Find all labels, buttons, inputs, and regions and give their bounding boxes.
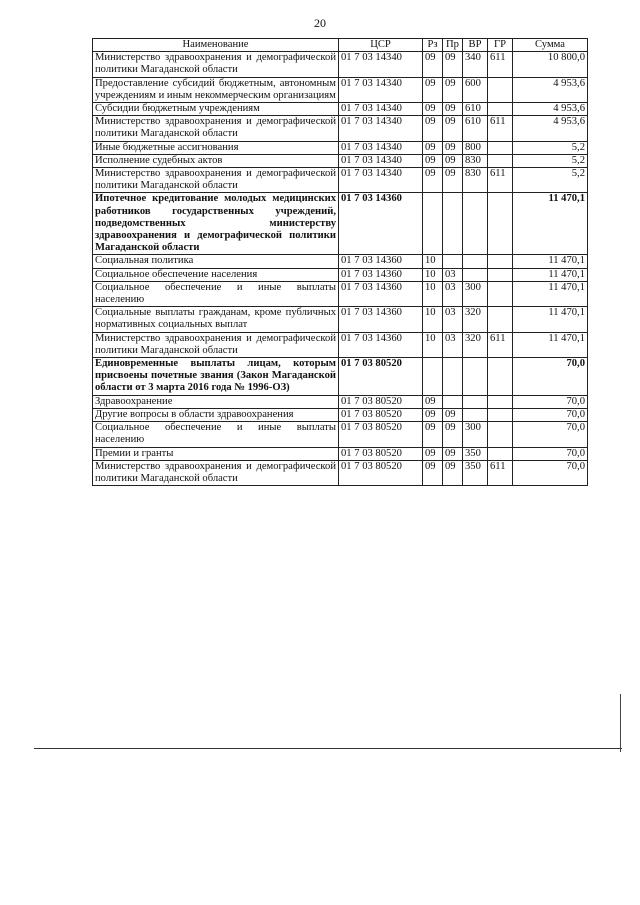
cell-gr [488, 154, 513, 167]
table-row [93, 332, 588, 357]
cell-gr [488, 447, 513, 460]
table-row [93, 358, 588, 396]
header-sum: Сумма [513, 39, 588, 52]
cell-pr [443, 193, 463, 255]
cell-csr: 01 7 03 14340 [339, 52, 423, 77]
cell-pr: 09 [443, 52, 463, 77]
cell-name: Другие вопросы в области здравоохранения [93, 408, 339, 421]
cell-pr: 03 [443, 268, 463, 281]
cell-vr [463, 408, 488, 421]
cell-pr [443, 395, 463, 408]
cell-rz: 09 [423, 408, 443, 421]
cell-rz: 10 [423, 255, 443, 268]
budget-table [92, 38, 588, 486]
cell-gr [488, 422, 513, 447]
cell-csr: 01 7 03 80520 [339, 447, 423, 460]
cell-sum: 70,0 [513, 422, 588, 447]
cell-rz: 09 [423, 52, 443, 77]
cell-sum: 4 953,6 [513, 116, 588, 141]
cell-vr [463, 358, 488, 396]
cell-rz: 09 [423, 154, 443, 167]
cell-vr: 340 [463, 52, 488, 77]
cell-sum: 11 470,1 [513, 255, 588, 268]
cell-rz [423, 358, 443, 396]
cell-csr: 01 7 03 80520 [339, 358, 423, 396]
cell-name: Социальное обеспечение и иные выплаты населению [93, 281, 339, 306]
cell-name: Иные бюджетные ассигнования [93, 141, 339, 154]
cell-csr: 01 7 03 14340 [339, 77, 423, 102]
cell-gr [488, 408, 513, 421]
cell-csr: 01 7 03 14340 [339, 154, 423, 167]
cell-rz: 09 [423, 77, 443, 102]
cell-csr: 01 7 03 14360 [339, 268, 423, 281]
table-row [93, 268, 588, 281]
cell-pr: 09 [443, 460, 463, 485]
cell-gr [488, 358, 513, 396]
cell-rz: 10 [423, 307, 443, 332]
cell-vr [463, 395, 488, 408]
cell-pr [443, 255, 463, 268]
table-row [93, 408, 588, 421]
cell-gr: 611 [488, 460, 513, 485]
cell-vr [463, 255, 488, 268]
cell-sum: 11 470,1 [513, 281, 588, 306]
cell-vr: 320 [463, 332, 488, 357]
cell-csr: 01 7 03 80520 [339, 395, 423, 408]
cell-sum: 70,0 [513, 447, 588, 460]
cell-rz [423, 193, 443, 255]
cell-pr: 09 [443, 168, 463, 193]
table-row [93, 422, 588, 447]
table-row [93, 168, 588, 193]
header-vr: ВР [463, 39, 488, 52]
cell-sum: 5,2 [513, 141, 588, 154]
cell-pr: 09 [443, 116, 463, 141]
cell-rz: 09 [423, 422, 443, 447]
cell-name: Социальное обеспечение и иные выплаты населению [93, 422, 339, 447]
cell-name: Министерство здравоохранения и демографической политики Магаданской области [93, 116, 339, 141]
cell-pr: 03 [443, 332, 463, 357]
cell-sum: 70,0 [513, 460, 588, 485]
cell-name: Социальная политика [93, 255, 339, 268]
cell-gr [488, 281, 513, 306]
cell-vr: 600 [463, 77, 488, 102]
cell-vr: 350 [463, 460, 488, 485]
cell-rz: 10 [423, 268, 443, 281]
cell-rz: 09 [423, 168, 443, 193]
cell-name: Социальное обеспечение населения [93, 268, 339, 281]
header-gr: ГР [488, 39, 513, 52]
cell-sum: 5,2 [513, 168, 588, 193]
cell-vr: 800 [463, 141, 488, 154]
cell-csr: 01 7 03 80520 [339, 422, 423, 447]
cell-gr [488, 307, 513, 332]
cell-rz: 09 [423, 141, 443, 154]
cell-vr: 350 [463, 447, 488, 460]
cell-name: Ипотечное кредитование молодых медицинских работников государственных учреждений, подведомственных министерству здравоохранения и демографической политики Магаданской области [93, 193, 339, 255]
cell-rz: 09 [423, 116, 443, 141]
cell-pr: 09 [443, 103, 463, 116]
cell-gr: 611 [488, 168, 513, 193]
table-row [93, 255, 588, 268]
cell-rz: 10 [423, 281, 443, 306]
cell-pr: 09 [443, 154, 463, 167]
cell-name: Министерство здравоохранения и демографической политики Магаданской области [93, 168, 339, 193]
cell-pr: 09 [443, 408, 463, 421]
cell-vr [463, 268, 488, 281]
cell-sum: 5,2 [513, 154, 588, 167]
cell-gr [488, 193, 513, 255]
table-row [93, 193, 588, 255]
table-header-row [93, 39, 588, 52]
cell-csr: 01 7 03 14340 [339, 141, 423, 154]
cell-csr: 01 7 03 14360 [339, 307, 423, 332]
header-pr: Пр [443, 39, 463, 52]
cell-csr: 01 7 03 14360 [339, 255, 423, 268]
cell-gr [488, 395, 513, 408]
cell-gr: 611 [488, 116, 513, 141]
cell-sum: 4 953,6 [513, 103, 588, 116]
table-row [93, 116, 588, 141]
table-row [93, 460, 588, 485]
table-row [93, 395, 588, 408]
cell-pr: 03 [443, 281, 463, 306]
cell-gr [488, 141, 513, 154]
cell-rz: 09 [423, 447, 443, 460]
table-row [93, 307, 588, 332]
cell-vr: 300 [463, 422, 488, 447]
table-row [93, 103, 588, 116]
cell-gr: 611 [488, 332, 513, 357]
cell-pr: 09 [443, 422, 463, 447]
cell-gr [488, 103, 513, 116]
page-divider [34, 748, 622, 749]
cell-sum: 70,0 [513, 358, 588, 396]
cell-sum: 11 470,1 [513, 332, 588, 357]
cell-name: Единовременные выплаты лицам, которым присвоены почетные звания (Закон Магаданской области от 3 марта 2016 года № 1996-ОЗ) [93, 358, 339, 396]
cell-csr: 01 7 03 14360 [339, 332, 423, 357]
header-rz: Рз [423, 39, 443, 52]
cell-vr: 320 [463, 307, 488, 332]
cell-rz: 09 [423, 460, 443, 485]
table-body [93, 52, 588, 486]
cell-vr [463, 193, 488, 255]
cell-gr [488, 268, 513, 281]
margin-mark [620, 694, 621, 752]
cell-name: Здравоохранение [93, 395, 339, 408]
cell-csr: 01 7 03 14340 [339, 116, 423, 141]
header-csr: ЦСР [339, 39, 423, 52]
cell-rz: 09 [423, 103, 443, 116]
cell-name: Исполнение судебных актов [93, 154, 339, 167]
cell-name: Социальные выплаты гражданам, кроме публичных нормативных социальных выплат [93, 307, 339, 332]
cell-csr: 01 7 03 14360 [339, 193, 423, 255]
cell-rz: 09 [423, 395, 443, 408]
cell-rz: 10 [423, 332, 443, 357]
cell-gr [488, 77, 513, 102]
cell-pr: 09 [443, 141, 463, 154]
cell-gr: 611 [488, 52, 513, 77]
cell-sum: 11 470,1 [513, 307, 588, 332]
cell-vr: 610 [463, 116, 488, 141]
table-row [93, 141, 588, 154]
cell-sum: 70,0 [513, 395, 588, 408]
cell-vr: 830 [463, 168, 488, 193]
cell-pr: 09 [443, 77, 463, 102]
cell-name: Министерство здравоохранения и демографической политики Магаданской области [93, 332, 339, 357]
cell-csr: 01 7 03 80520 [339, 408, 423, 421]
cell-csr: 01 7 03 14360 [339, 281, 423, 306]
cell-sum: 4 953,6 [513, 77, 588, 102]
cell-name: Министерство здравоохранения и демографической политики Магаданской области [93, 52, 339, 77]
cell-vr: 830 [463, 154, 488, 167]
cell-csr: 01 7 03 80520 [339, 460, 423, 485]
page-number: 20 [314, 16, 326, 30]
header-name: Наименование [93, 39, 339, 52]
cell-csr: 01 7 03 14340 [339, 103, 423, 116]
table-row [93, 281, 588, 306]
cell-csr: 01 7 03 14340 [339, 168, 423, 193]
cell-vr: 610 [463, 103, 488, 116]
cell-sum: 10 800,0 [513, 52, 588, 77]
table-row [93, 154, 588, 167]
cell-name: Министерство здравоохранения и демографической политики Магаданской области [93, 460, 339, 485]
cell-pr: 03 [443, 307, 463, 332]
cell-sum: 11 470,1 [513, 268, 588, 281]
table-row [93, 52, 588, 77]
table-row [93, 447, 588, 460]
cell-gr [488, 255, 513, 268]
cell-name: Субсидии бюджетным учреждениям [93, 103, 339, 116]
cell-sum: 11 470,1 [513, 193, 588, 255]
cell-vr: 300 [463, 281, 488, 306]
cell-pr [443, 358, 463, 396]
cell-name: Предоставление субсидий бюджетным, автономным учреждениям и иным некоммерческим организациям [93, 77, 339, 102]
cell-name: Премии и гранты [93, 447, 339, 460]
cell-sum: 70,0 [513, 408, 588, 421]
cell-pr: 09 [443, 447, 463, 460]
table-row [93, 77, 588, 102]
